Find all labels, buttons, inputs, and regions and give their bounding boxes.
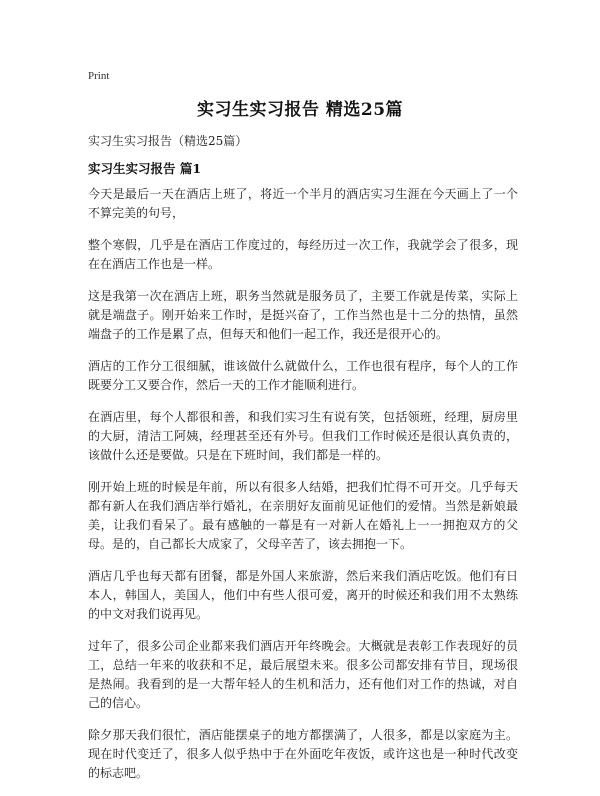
article-body bbox=[88, 185, 518, 796]
paragraph: 这是我第一次在酒店上班，职务当然就是服务员了，主要工作就是传菜，实际上就是端盘子。刚开始来工作时，是挺兴奋了，工作当然也是十二分的热情，虽然端盘子的工作是累了点，但每天和他们一起工作，我还是很开心的。 bbox=[88, 289, 518, 341]
paragraph: 除夕那天我们很忙，酒店能摆桌子的地方都摆满了，人很多，都是以家庭为主。现在时代变迁了，很多人似乎热中于在外面吃年夜饭，或许这也是一种时代改变的标志吧。 bbox=[88, 728, 518, 780]
paragraph: 过年了，很多公司企业都来我们酒店开年终晚会。大概就是表彰工作表现好的员工，总结一年来的收获和不足，最后展望未来。很多公司都安排有节目，现场很是热闹。我看到的是一大帮年轻人的生机和活力，还有他们对工作的热诚，对自己的信心。 bbox=[88, 639, 518, 710]
paragraph: 在酒店里，每个人都很和善，和我们实习生有说有笑，包括领班，经理，厨房里的大厨，清洁工阿姨，经理甚至还有外号。但我们工作时候还是很认真负责的，该做什么还是要做。只是在下班时间，我们都是一样的。 bbox=[88, 410, 518, 462]
document-subtitle: 实习生实习报告（精选25篇） bbox=[88, 134, 248, 148]
section-heading: 实习生实习报告 篇1 bbox=[88, 161, 202, 176]
paragraph: 刚开始上班的时候是年前，所以有很多人结婚，把我们忙得不可开交。几乎每天都有新人在我们酒店举行婚礼，在亲朋好友面前见证他们的爱情。当然是新娘最美，让我们看呆了。最有感触的一幕是有一对新人在婚礼上一一拥抱双方的父母。是的，自己都长大成家了，父母辛苦了，该去拥抱一下。 bbox=[88, 480, 518, 551]
paragraph: 酒店几乎也每天都有团餐，都是外国人来旅游，然后来我们酒店吃饭。他们有日本人，韩国人，美国人，他们中有些人很可爱，离开的时候还和我们用不太熟练的中文对我们说再见。 bbox=[88, 569, 518, 621]
document-title: 实习生实习报告 精选25篇 bbox=[196, 100, 404, 120]
paragraph: 整个寒假，几乎是在酒店工作度过的，每经历过一次工作，我就学会了很多，现在在酒店工作也是一样。 bbox=[88, 238, 518, 271]
paragraph: 酒店的工作分工很细腻，谁该做什么就做什么，工作也很有程序，每个人的工作既要分工又要合作，然后一天的工作才能顺利进行。 bbox=[88, 359, 518, 392]
print-link[interactable]: Print bbox=[88, 70, 110, 82]
paragraph: 今天是最后一天在酒店上班了，将近一个半月的酒店实习生涯在今天画上了一个不算完美的句号， bbox=[88, 187, 518, 220]
